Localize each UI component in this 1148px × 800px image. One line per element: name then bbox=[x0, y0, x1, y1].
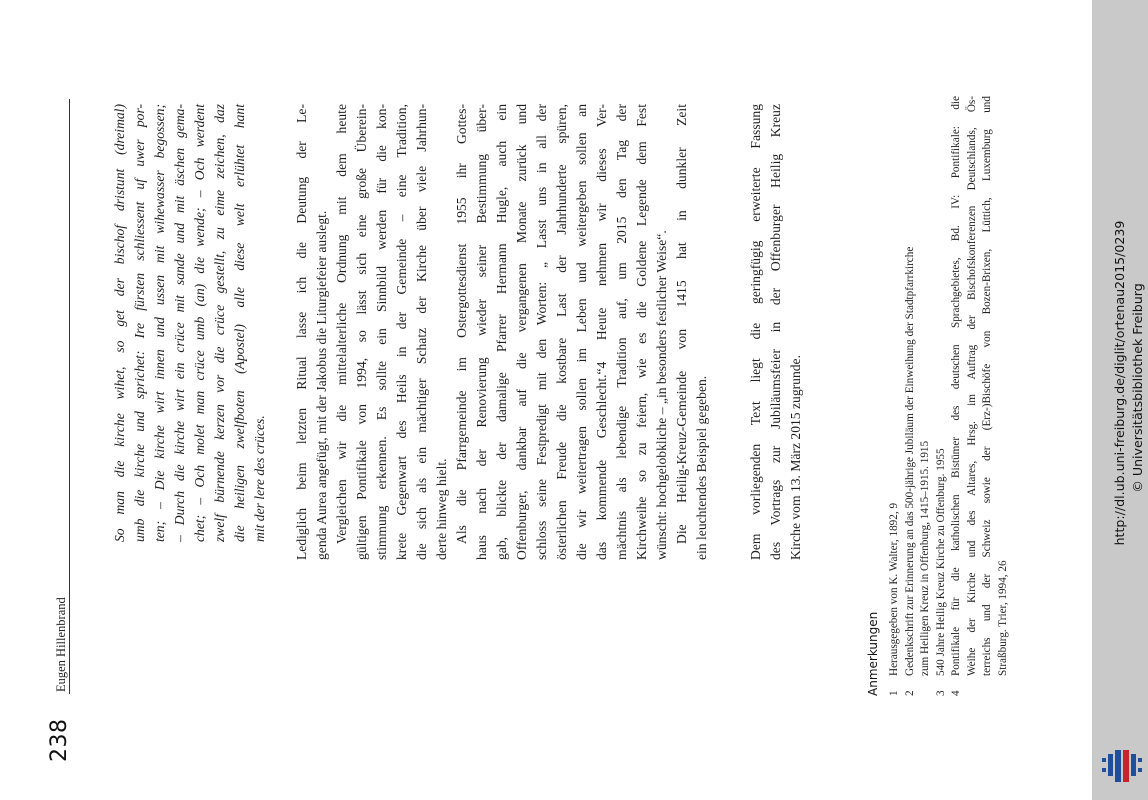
endnote-number: 2 bbox=[903, 690, 916, 696]
body-line: gab, blickte der damalige Pfarrer Hermann Hugle, auch ein bbox=[494, 104, 509, 560]
closing-paragraph bbox=[746, 104, 806, 560]
endnote bbox=[903, 96, 934, 696]
closing-line: des Vortrags zur Jubiläumsfeier in der Offenburger Heilig Kreuz bbox=[768, 104, 783, 560]
endnote bbox=[949, 96, 1011, 696]
endnote-number: 1 bbox=[888, 690, 900, 696]
body-line: Als die Pfarrgemeinde im Ostergottesdienst 1955 ihr Gottes- bbox=[454, 104, 469, 544]
quote-line: So man die kirche wihet, so get der bischof dristunt (dreimal) bbox=[112, 104, 127, 542]
quote-line: zwelf bürnende kerzen vor die crüce gestellt, zu eime zeichen, daz bbox=[212, 104, 227, 542]
endnote-line: Straßburg. Trier, 1994, 26 bbox=[996, 560, 1009, 676]
endnote-line: terreichs und der Schweiz sowie der (Erz-)Bischöfe von Bozen-Brixen, Lüttich, Luxemburg und bbox=[981, 96, 993, 676]
medieval-quote bbox=[110, 104, 270, 542]
body-line: Kirchweihe so zu feiern, wie es die Goldene Legende dem Fest bbox=[634, 104, 649, 560]
body-line: gültigen Pontifikale von 1994, so lässt sich eine große Überein- bbox=[354, 104, 369, 560]
endnote-line: 540 Jahre Heilig Kreuz Kirche zu Offenburg. 1955 bbox=[934, 448, 947, 676]
body-line: wünscht: hochgelobkliche – „in besonders festlicher Weise“. bbox=[654, 230, 669, 560]
endnote-line: zum Heiligen Kreuz in Offenburg, 1415–1915. 1915 bbox=[919, 440, 931, 676]
endnote bbox=[934, 96, 950, 696]
body-line: genda Aurea angefügt, mit der Jakobus die Liturgiefeier auslegt. bbox=[314, 210, 329, 560]
body-line: Offenburger, dankbar auf die vergangenen Monate zurück und bbox=[514, 104, 529, 560]
endnote-line: Pontifikale für die katholischen Bistümer des deutschen Sprachgebietes, Bd. IV: Pontifikale: die bbox=[950, 96, 962, 676]
quote-line: umb die kirche und sprichet: Ire fürsten schliessent uf uwer por- bbox=[132, 104, 147, 542]
body-line: stimmung erkennen. Es sollte ein Sinnbild werden für die kon- bbox=[374, 104, 389, 560]
body-line: die sich als ein mächtiger Schatz der Kirche über viele Jahrhun- bbox=[414, 104, 429, 560]
quote-line: mit der lere des crüces. bbox=[252, 415, 267, 542]
copyright-notice: © Universitätsbibliothek Freiburg bbox=[1130, 283, 1145, 493]
body-line: krete Gegenwart des Heils in der Gemeinde – eine Tradition, bbox=[394, 104, 409, 560]
quote-line: ten; – Die kirche wirt innen und ussen mit wihewasser begossen; bbox=[152, 104, 167, 542]
body-line: derte hinweg hielt. bbox=[434, 458, 449, 560]
body-line: Lediglich beim letzten Ritual lasse ich die Deutung der Le- bbox=[294, 104, 309, 560]
closing-line: Kirche vom 13. März 2015 zugrunde. bbox=[788, 355, 803, 560]
body-line: ein leuchtendes Beispiel gegeben. bbox=[694, 375, 709, 560]
body-line: haus nach der Renovierung wieder seiner Bestimmung über- bbox=[474, 104, 489, 560]
body-line: Vergleichen wir die mittelalterliche Ordnung mit dem heute bbox=[334, 104, 349, 544]
body-line: österlichen Freude die kostbare Last der Jahrhunderte spüren, bbox=[554, 104, 569, 560]
notes-heading: Anmerkungen bbox=[866, 611, 880, 696]
quote-line: – Durch die kirche wirt ein crüce mit sande und mit äschen gema- bbox=[172, 104, 187, 542]
endnote bbox=[887, 96, 903, 696]
endnote-line: Herausgegeben von K. Walter, 1892, 9 bbox=[888, 502, 900, 676]
endnote-line: Gedenkschrift zur Erinnerung an das 500-jährige Jubiläum der Einweihung der Stadtpfarrkirche bbox=[903, 246, 916, 676]
endnotes-list bbox=[887, 96, 1011, 696]
header-rule bbox=[69, 99, 70, 694]
endnote-number: 3 bbox=[934, 690, 947, 696]
body-line: die wir weitertragen sollen im Leben und weitergeben sollen an bbox=[574, 104, 589, 560]
body-text bbox=[292, 104, 712, 560]
quote-line: chet; – Och molet man crüce umb (an) die wende; – Och werdent bbox=[192, 104, 207, 542]
endnote-number: 4 bbox=[950, 690, 962, 696]
closing-line: Dem vorliegenden Text liegt die geringfügig erweiterte Fassung bbox=[748, 104, 763, 560]
body-line: schloss seine Festpredigt mit den Worten: „ Lasst uns in all der bbox=[534, 104, 549, 560]
permalink-url[interactable]: http://dl.ub.uni-freiburg.de/diglit/ortenau2015/0239 bbox=[1112, 220, 1127, 546]
library-logo-icon bbox=[1100, 744, 1144, 788]
body-line: das kommende Geschlecht.“4 Heute nehmen wir dieses Ver- bbox=[594, 104, 609, 560]
quote-line: die heiligen zwelfboten (Apostel) alle diese welt erlühtet hant bbox=[232, 104, 247, 542]
endnote-line: Weihe der Kirche und des Altares, Hrsg. im Auftrag der Bischofskonferenzen Deutschlands, Ös- bbox=[965, 96, 978, 676]
body-line: mächtnis als lebendige Tradition auf, um 2015 den Tag der bbox=[614, 104, 629, 560]
page-number: 238 bbox=[47, 718, 72, 762]
body-line: Die Heilig-Kreuz-Gemeinde von 1415 hat in dunkler Zeit bbox=[674, 104, 689, 544]
running-head-author: Eugen Hillenbrand bbox=[54, 597, 68, 692]
